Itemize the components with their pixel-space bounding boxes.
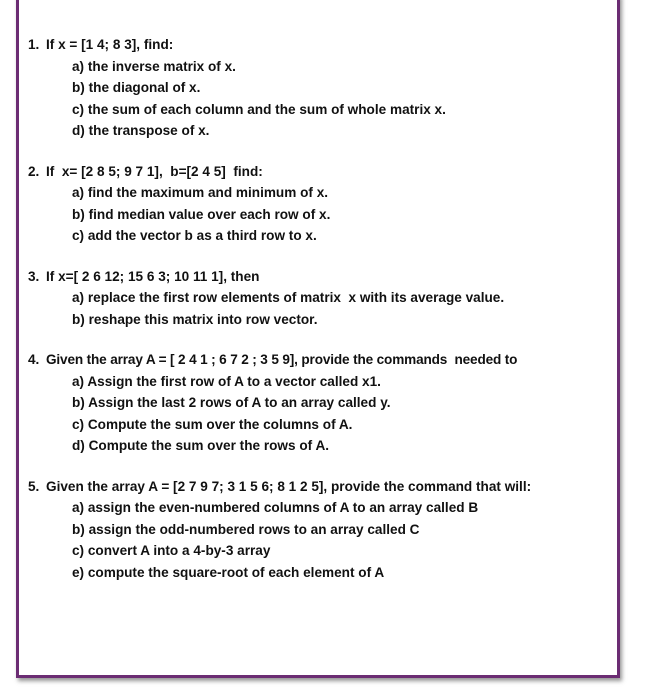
question-number: 5. [28,478,40,494]
question-4 [28,349,613,457]
question-part: e) compute the square-root of each element of A [72,564,385,580]
question-number: 3. [28,268,40,284]
question-part: c) convert A into a 4-by-3 array [72,543,271,558]
question-part: d) Compute the sum over the rows of A. [72,438,330,453]
question-header [28,34,613,56]
question-number: 1. [28,37,40,52]
question-prompt: If x=[ 2 6 12; 15 6 3; 10 11 1], then [46,268,260,284]
question-part: b) the diagonal of x. [72,80,201,95]
question-number: 2. [28,163,40,179]
question-number: 4. [28,352,40,367]
question-part: a) the inverse matrix of x. [72,58,236,74]
question-part: a) replace the first row elements of matrix x with its average value. [72,290,505,305]
question-part: c) Compute the sum over the columns of A. [72,416,353,432]
question-part: b) assign the odd-numbered rows to an array called C [72,521,420,537]
question-2 [28,161,613,247]
question-header [28,266,613,288]
question-part: c) add the vector b as a third row to x. [72,228,317,243]
question-header [28,476,613,498]
question-part: b) Assign the last 2 rows of A to an array called y. [72,395,391,410]
question-header [28,349,613,371]
question-part: a) find the maximum and minimum of x. [72,185,329,200]
question-prompt: If x = [1 4; 8 3], find: [46,37,174,52]
question-part: c) the sum of each column and the sum of whole matrix x. [72,101,446,117]
question-prompt: If x= [2 8 5; 9 7 1], b=[2 4 5] find: [46,163,263,179]
question-5 [28,476,613,584]
question-part: d) the transpose of x. [72,123,210,138]
question-prompt: Given the array A = [ 2 4 1 ; 6 7 2 ; 3 5 9], provide the commands needed to [46,352,518,367]
question-header [28,161,613,183]
question-prompt: Given the array A = [2 7 9 7; 3 1 5 6; 8 1 2 5], provide the command that will: [46,478,532,494]
question-1 [28,34,613,142]
question-part: a) assign the even-numbered columns of A to an array called B [72,500,479,515]
exercise-list [28,34,613,602]
question-3 [28,266,613,331]
question-part: b) find median value over each row of x. [72,206,331,222]
question-part: a) Assign the first row of A to a vector called x1. [72,373,381,389]
question-part: b) reshape this matrix into row vector. [72,311,318,327]
